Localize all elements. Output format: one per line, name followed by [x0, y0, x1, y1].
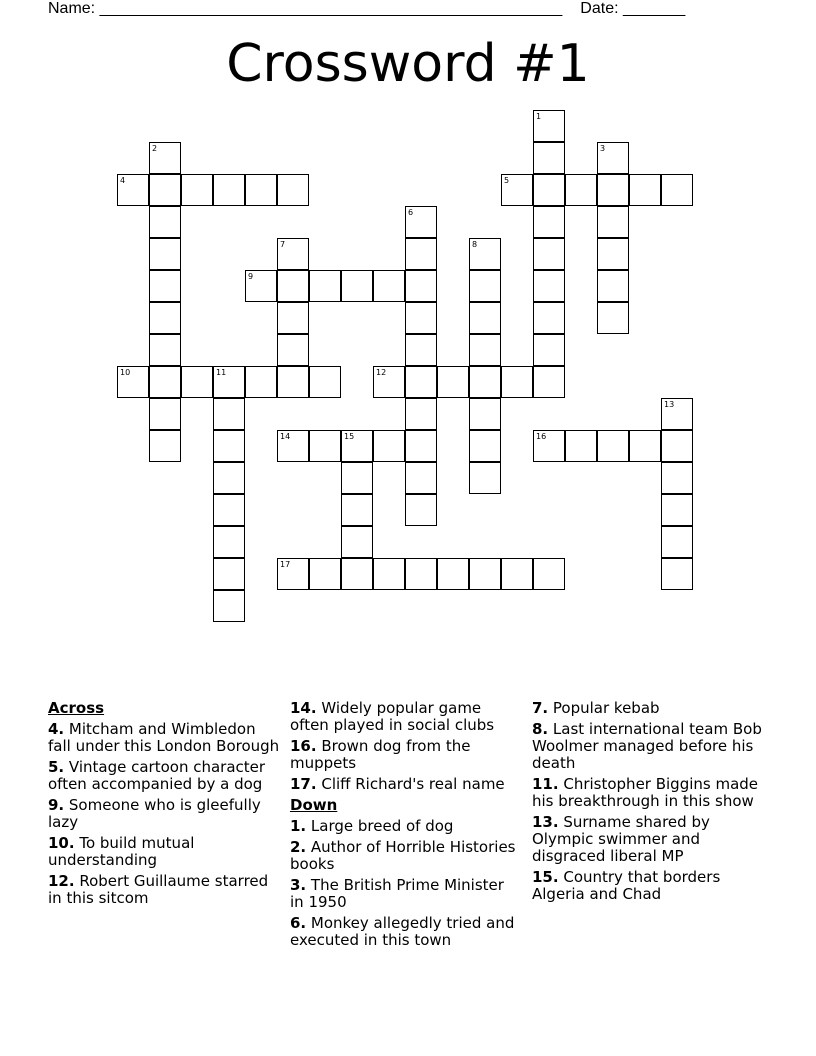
clue-text: Country that borders Algeria and Chad	[532, 868, 721, 903]
grid-cell[interactable]	[469, 302, 501, 334]
grid-cell[interactable]	[213, 430, 245, 462]
grid-cell[interactable]	[501, 558, 533, 590]
clue-number: 1	[536, 112, 542, 121]
grid-cell[interactable]	[597, 302, 629, 334]
clue-text: Monkey allegedly tried and executed in this town	[290, 914, 515, 949]
grid-cell[interactable]	[309, 366, 341, 398]
grid-cell[interactable]	[533, 110, 565, 142]
grid-cell[interactable]	[661, 462, 693, 494]
clue-num: 10.	[48, 834, 75, 852]
clue-number: 9	[248, 272, 254, 281]
clue-text: The British Prime Minister in 1950	[290, 876, 504, 911]
grid-cell[interactable]	[277, 558, 309, 590]
grid-cell[interactable]	[245, 270, 277, 302]
across-heading: Across	[48, 699, 105, 717]
clue-num: 14.	[290, 699, 317, 717]
clue-item	[532, 721, 772, 772]
grid-cell[interactable]	[405, 206, 437, 238]
clue-number: 2	[152, 144, 158, 153]
clue-item	[48, 721, 280, 755]
grid-cell[interactable]	[149, 206, 181, 238]
grid-cell[interactable]	[501, 366, 533, 398]
grid-cell[interactable]	[341, 430, 373, 462]
grid-cell[interactable]	[277, 174, 309, 206]
grid-cell[interactable]	[469, 366, 501, 398]
grid-cell[interactable]	[149, 142, 181, 174]
grid-cell[interactable]	[405, 462, 437, 494]
grid-cell[interactable]	[341, 494, 373, 526]
grid-cell[interactable]	[469, 462, 501, 494]
clue-number: 14	[280, 432, 291, 441]
grid-cell[interactable]	[533, 430, 565, 462]
grid-cell[interactable]	[629, 174, 661, 206]
grid-cell[interactable]	[341, 270, 373, 302]
grid-cell[interactable]	[149, 238, 181, 270]
clue-text: Large breed of dog	[306, 817, 454, 835]
clue-column-2	[290, 700, 522, 953]
clue-number: 7	[280, 240, 286, 249]
grid-cell[interactable]	[661, 526, 693, 558]
grid-cell[interactable]	[469, 430, 501, 462]
clue-item	[48, 797, 280, 831]
clue-text: Last international team Bob Woolmer managed before his death	[532, 720, 762, 772]
grid-cell[interactable]	[469, 398, 501, 430]
clue-item	[290, 877, 522, 911]
clue-text: Cliff Richard's real name	[316, 775, 505, 793]
clue-text: Mitcham and Wimbledon fall under this London Borough	[48, 720, 280, 755]
clue-num: 1.	[290, 817, 307, 835]
grid-cell[interactable]	[405, 398, 437, 430]
grid-cell[interactable]	[405, 430, 437, 462]
clue-num: 15.	[532, 868, 559, 886]
grid-cell[interactable]	[661, 398, 693, 430]
grid-cell[interactable]	[149, 366, 181, 398]
clue-num: 9.	[48, 796, 65, 814]
clue-item	[290, 915, 522, 949]
grid-cell[interactable]	[629, 430, 661, 462]
grid-cell[interactable]	[533, 302, 565, 334]
clue-number: 4	[120, 176, 126, 185]
clue-item	[290, 700, 522, 734]
clue-num: 2.	[290, 838, 307, 856]
page-title: Crossword #1	[226, 34, 590, 94]
grid-cell[interactable]	[405, 238, 437, 270]
grid-cell[interactable]	[469, 238, 501, 270]
clue-num: 13.	[532, 813, 559, 831]
clue-item	[532, 869, 772, 903]
grid-cell[interactable]	[437, 366, 469, 398]
clue-num: 16.	[290, 737, 317, 755]
grid-cell[interactable]	[565, 174, 597, 206]
grid-cell[interactable]	[533, 142, 565, 174]
grid-cell[interactable]	[149, 302, 181, 334]
grid-cell[interactable]	[309, 558, 341, 590]
grid-cell[interactable]	[341, 462, 373, 494]
grid-cell[interactable]	[501, 174, 533, 206]
grid-cell[interactable]	[661, 494, 693, 526]
clue-number: 15	[344, 432, 355, 441]
grid-cell[interactable]	[533, 206, 565, 238]
grid-cell[interactable]	[213, 366, 245, 398]
grid-cell[interactable]	[149, 398, 181, 430]
clue-text: Popular kebab	[548, 699, 660, 717]
clue-column-1	[48, 700, 280, 911]
clue-num: 8.	[532, 720, 549, 738]
clue-number: 13	[664, 400, 675, 409]
clue-number: 8	[472, 240, 478, 249]
grid-cell[interactable]	[597, 238, 629, 270]
down-heading: Down	[290, 796, 338, 814]
grid-cell[interactable]	[405, 302, 437, 334]
clue-number: 3	[600, 144, 606, 153]
clue-text: Author of Horrible Histories books	[290, 838, 516, 873]
grid-cell[interactable]	[565, 430, 597, 462]
grid-cell[interactable]	[149, 334, 181, 366]
grid-cell[interactable]	[597, 174, 629, 206]
grid-cell[interactable]	[181, 174, 213, 206]
grid-cell[interactable]	[213, 494, 245, 526]
name-field[interactable]: Name: ____________________________________________________	[48, 0, 563, 17]
grid-cell[interactable]	[405, 270, 437, 302]
grid-cell[interactable]	[597, 430, 629, 462]
grid-cell[interactable]	[661, 174, 693, 206]
grid-cell[interactable]	[213, 526, 245, 558]
grid-cell[interactable]	[405, 334, 437, 366]
grid-cell[interactable]	[309, 430, 341, 462]
clue-text: Robert Guillaume starred in this sitcom	[48, 872, 269, 907]
clue-number: 17	[280, 560, 291, 569]
grid-cell[interactable]	[213, 558, 245, 590]
grid-cell[interactable]	[213, 590, 245, 622]
grid-cell[interactable]	[149, 430, 181, 462]
grid-cell[interactable]	[341, 558, 373, 590]
grid-cell[interactable]	[341, 526, 373, 558]
grid-cell[interactable]	[533, 558, 565, 590]
grid-cell[interactable]	[277, 430, 309, 462]
clue-num: 11.	[532, 775, 559, 793]
grid-cell[interactable]	[149, 174, 181, 206]
clue-text: To build mutual understanding	[48, 834, 195, 869]
clue-num: 6.	[290, 914, 307, 932]
clue-text: Someone who is gleefully lazy	[48, 796, 261, 831]
clue-item	[48, 759, 280, 793]
grid-cell[interactable]	[437, 558, 469, 590]
clue-num: 4.	[48, 720, 65, 738]
clue-item	[532, 700, 772, 717]
grid-cell[interactable]	[597, 270, 629, 302]
grid-cell[interactable]	[533, 270, 565, 302]
grid-cell[interactable]	[277, 334, 309, 366]
clue-num: 17.	[290, 775, 317, 793]
clue-number: 16	[536, 432, 547, 441]
grid-cell[interactable]	[373, 270, 405, 302]
clue-item	[532, 814, 772, 865]
grid-cell[interactable]	[405, 558, 437, 590]
grid-cell[interactable]	[405, 494, 437, 526]
grid-cell[interactable]	[277, 366, 309, 398]
grid-cell[interactable]	[277, 270, 309, 302]
grid-cell[interactable]	[661, 558, 693, 590]
grid-cell[interactable]	[533, 366, 565, 398]
clue-item	[290, 818, 522, 835]
clue-number: 11	[216, 368, 227, 377]
clue-num: 3.	[290, 876, 307, 894]
clue-text: Surname shared by Olympic swimmer and disgraced liberal MP	[532, 813, 710, 865]
clue-column-3	[532, 700, 772, 907]
grid-cell[interactable]	[213, 174, 245, 206]
grid-cell[interactable]	[533, 334, 565, 366]
grid-cell[interactable]	[469, 558, 501, 590]
grid-cell[interactable]	[181, 366, 213, 398]
clue-text: Widely popular game often played in social clubs	[290, 699, 495, 734]
clue-text: Brown dog from the muppets	[290, 737, 471, 772]
clue-num: 7.	[532, 699, 549, 717]
grid-cell[interactable]	[661, 430, 693, 462]
grid-cell[interactable]	[277, 302, 309, 334]
grid-cell[interactable]	[309, 270, 341, 302]
clue-item	[532, 776, 772, 810]
clue-num: 12.	[48, 872, 75, 890]
clue-text: Christopher Biggins made his breakthrough in this show	[532, 775, 759, 810]
grid-cell[interactable]	[213, 462, 245, 494]
grid-cell[interactable]	[373, 430, 405, 462]
clue-number: 10	[120, 368, 131, 377]
grid-cell[interactable]	[533, 174, 565, 206]
clue-text: Vintage cartoon character often accompanied by a dog	[48, 758, 266, 793]
grid-cell[interactable]	[405, 366, 437, 398]
grid-cell[interactable]	[149, 270, 181, 302]
clue-num: 5.	[48, 758, 65, 776]
grid-cell[interactable]	[373, 366, 405, 398]
grid-cell[interactable]	[533, 238, 565, 270]
clue-item	[48, 835, 280, 869]
clue-item	[290, 738, 522, 772]
grid-cell[interactable]	[245, 366, 277, 398]
clue-number: 5	[504, 176, 510, 185]
grid-cell[interactable]	[117, 174, 149, 206]
date-field[interactable]: Date: _______	[580, 0, 686, 17]
grid-cell[interactable]	[213, 398, 245, 430]
grid-cell[interactable]	[245, 174, 277, 206]
clue-number: 12	[376, 368, 387, 377]
grid-cell[interactable]	[277, 238, 309, 270]
clue-item	[48, 873, 280, 907]
grid-cell[interactable]	[373, 558, 405, 590]
grid-cell[interactable]	[597, 142, 629, 174]
clue-number: 6	[408, 208, 414, 217]
grid-cell[interactable]	[469, 270, 501, 302]
grid-cell[interactable]	[597, 206, 629, 238]
grid-cell[interactable]	[469, 334, 501, 366]
clue-item	[290, 776, 522, 793]
clue-item	[290, 839, 522, 873]
grid-cell[interactable]	[117, 366, 149, 398]
